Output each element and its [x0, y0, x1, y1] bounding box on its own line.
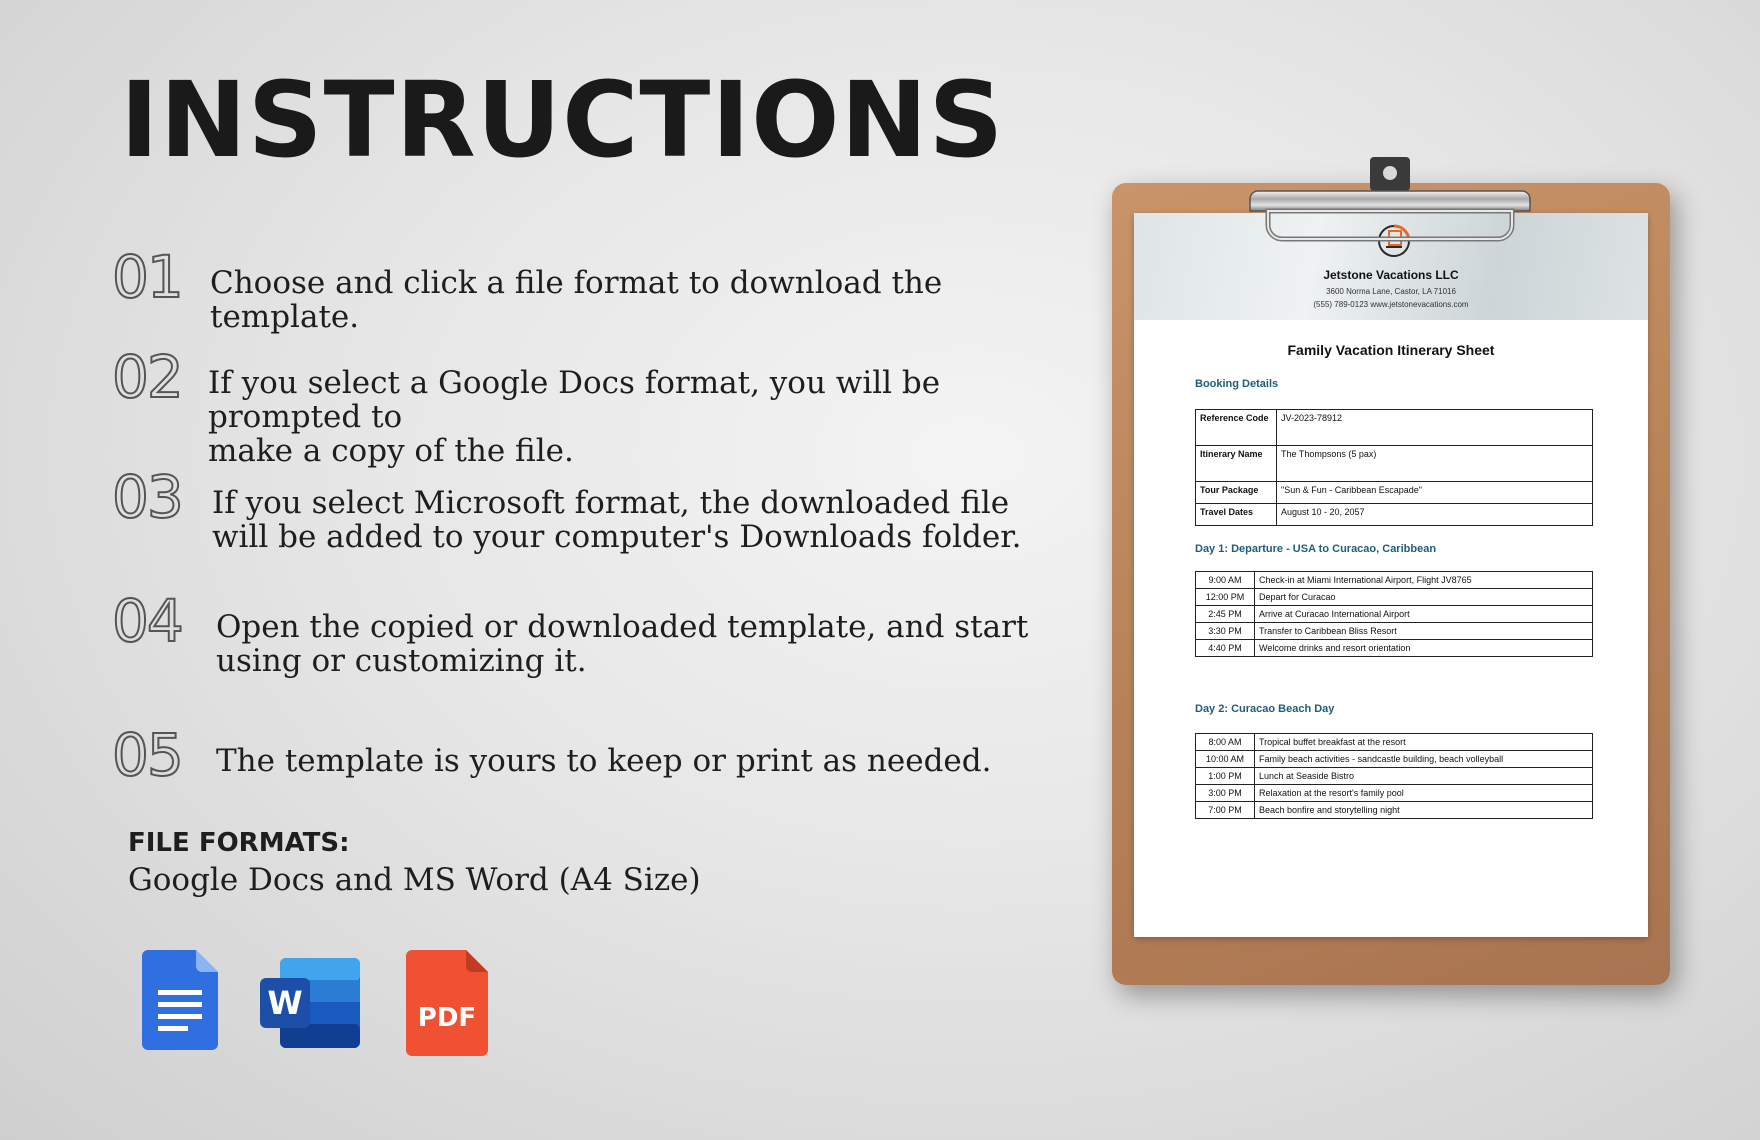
- activity-cell: Check-in at Miami International Airport, Flight JV8765: [1255, 572, 1593, 589]
- table-row: [1196, 589, 1593, 606]
- day2-table: [1195, 733, 1593, 819]
- table-row: [1196, 482, 1593, 504]
- table-row: [1196, 606, 1593, 623]
- activity-cell: Depart for Curacao: [1255, 589, 1593, 606]
- activity-cell: Family beach activities - sandcastle building, beach volleyball: [1255, 751, 1593, 768]
- file-formats-title: FILE FORMATS:: [128, 828, 350, 858]
- table-row: [1196, 802, 1593, 819]
- time-cell: 2:45 PM: [1196, 606, 1255, 623]
- day1-table: [1195, 571, 1593, 657]
- time-cell: 3:30 PM: [1196, 623, 1255, 640]
- company-address: 3600 Norma Lane, Castor, LA 71016: [1326, 287, 1456, 296]
- page-heading: INSTRUCTIONS: [120, 59, 1005, 181]
- step-number: 01: [112, 243, 182, 311]
- time-cell: 9:00 AM: [1196, 572, 1255, 589]
- document-title: Family Vacation Itinerary Sheet: [1287, 342, 1495, 358]
- itinerary-document: [1134, 213, 1648, 937]
- time-cell: 10:00 AM: [1196, 751, 1255, 768]
- booking-value: The Thompsons (5 pax): [1277, 446, 1593, 482]
- time-cell: 12:00 PM: [1196, 589, 1255, 606]
- booking-table: [1195, 409, 1593, 526]
- step-text: The template is yours to keep or print as needed.: [216, 743, 992, 779]
- file-formats-value: Google Docs and MS Word (A4 Size): [128, 862, 701, 898]
- booking-key: Tour Package: [1196, 482, 1277, 504]
- step-number: 02: [112, 343, 182, 411]
- activity-cell: Beach bonfire and storytelling night: [1255, 802, 1593, 819]
- table-row: [1196, 640, 1593, 657]
- booking-key: Travel Dates: [1196, 504, 1277, 526]
- booking-value: JV-2023-78912: [1277, 410, 1593, 446]
- table-row: [1196, 572, 1593, 589]
- activity-cell: Lunch at Seaside Bistro: [1255, 768, 1593, 785]
- time-cell: 3:00 PM: [1196, 785, 1255, 802]
- step-text: Open the copied or downloaded template, and start using or customizing it.: [216, 609, 1029, 679]
- activity-cell: Tropical buffet breakfast at the resort: [1255, 734, 1593, 751]
- activity-cell: Transfer to Caribbean Bliss Resort: [1255, 623, 1593, 640]
- activity-cell: Welcome drinks and resort orientation: [1255, 640, 1593, 657]
- time-cell: 4:40 PM: [1196, 640, 1255, 657]
- pdf-icon[interactable]: [406, 950, 488, 1060]
- table-row: [1196, 623, 1593, 640]
- step-text: Choose and click a file format to download the template.: [210, 265, 943, 335]
- booking-key: Reference Code: [1196, 410, 1277, 446]
- booking-details-title: Booking Details: [1195, 378, 1279, 390]
- table-row: [1196, 751, 1593, 768]
- table-row: [1196, 410, 1593, 446]
- table-row: [1196, 768, 1593, 785]
- time-cell: 7:00 PM: [1196, 802, 1255, 819]
- pdf-icon-label: PDF: [417, 1003, 477, 1033]
- svg-text:W: W: [267, 984, 303, 1022]
- day2-title: Day 2: Curacao Beach Day: [1195, 703, 1335, 715]
- google-docs-icon[interactable]: [142, 950, 218, 1054]
- table-row: [1196, 504, 1593, 526]
- step-number: 05: [112, 721, 182, 789]
- step-number: 04: [112, 587, 182, 655]
- booking-key: Itinerary Name: [1196, 446, 1277, 482]
- activity-cell: Arrive at Curacao International Airport: [1255, 606, 1593, 623]
- clipboard-clip: [1248, 155, 1532, 247]
- ms-word-icon[interactable]: [258, 956, 362, 1054]
- table-row: [1196, 734, 1593, 751]
- day1-title: Day 1: Departure - USA to Curacao, Caribbean: [1195, 543, 1437, 555]
- booking-value: "Sun & Fun - Caribbean Escapade": [1277, 482, 1593, 504]
- booking-value: August 10 - 20, 2057: [1277, 504, 1593, 526]
- activity-cell: Relaxation at the resort's family pool: [1255, 785, 1593, 802]
- step-number: 03: [112, 463, 182, 531]
- table-row: [1196, 446, 1593, 482]
- time-cell: 8:00 AM: [1196, 734, 1255, 751]
- company-name: Jetstone Vacations LLC: [1323, 268, 1459, 282]
- company-contact: (555) 789-0123 www.jetstonevacations.com: [1313, 300, 1469, 309]
- step-text: If you select a Google Docs format, you will be prompted to make a copy of the file.: [208, 365, 941, 469]
- step-text: If you select Microsoft format, the downloaded file will be added to your computer's Downloads folder.: [212, 485, 1022, 555]
- time-cell: 1:00 PM: [1196, 768, 1255, 785]
- table-row: [1196, 785, 1593, 802]
